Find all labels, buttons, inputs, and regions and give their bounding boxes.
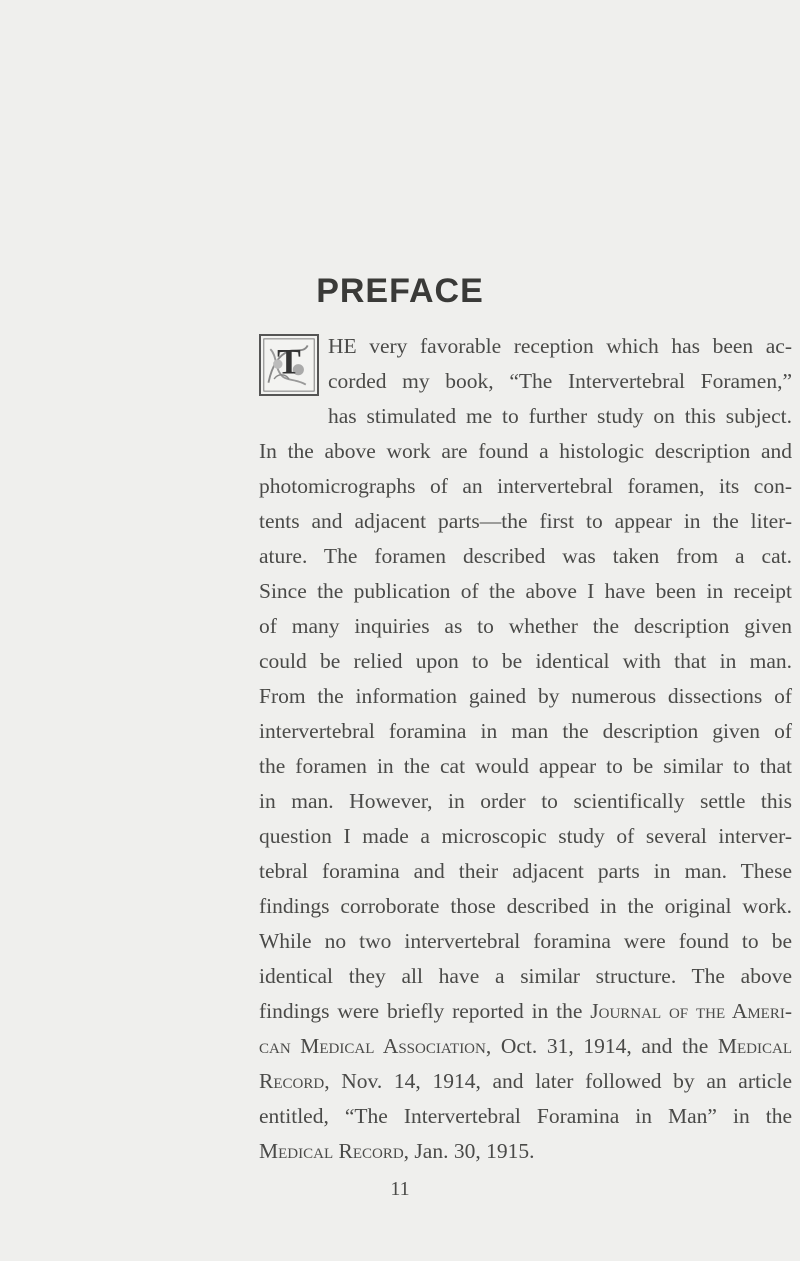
text-line: in man. However, in order to scientifically settle this <box>259 789 792 813</box>
text-line: identical they all have a similar structure. The above <box>259 964 792 988</box>
text-line: tents and adjacent parts—the first to appear in the liter- <box>259 509 792 533</box>
text-line: could be relied upon to be identical with that in man. <box>259 649 792 673</box>
text-line: photomicrographs of an intervertebral foramen, its con- <box>259 474 792 498</box>
journal-citation: Journal of the Ameri- <box>590 999 793 1023</box>
journal-citation: can Medical Association <box>259 1034 486 1058</box>
journal-citation: Record <box>259 1069 325 1093</box>
text-line <box>259 1032 792 1060</box>
text-line: From the information gained by numerous dissections of <box>259 684 792 708</box>
text-line: tebral foramina and their adjacent parts in man. These <box>259 859 792 883</box>
text-line: entitled, “The Intervertebral Foramina in Man” in the <box>259 1104 792 1128</box>
text-line: question I made a microscopic study of several interver- <box>259 824 792 848</box>
journal-citation: Medical Record <box>259 1139 404 1163</box>
text-line: ature. The foramen described was taken from a cat. <box>259 544 792 568</box>
text-line: findings corroborate those described in the original work. <box>259 894 792 918</box>
text-line: has stimulated me to further study on this subject. <box>328 404 792 428</box>
text-line: Since the publication of the above I have been in receipt <box>259 579 792 603</box>
journal-citation: Medical <box>717 1034 792 1058</box>
text-line <box>259 1137 792 1165</box>
text-line: While no two intervertebral foramina were found to be <box>259 929 792 953</box>
text-line: intervertebral foramina in man the description given of <box>259 719 792 743</box>
text-line <box>259 1067 792 1095</box>
text-line: In the above work are found a histologic description and <box>259 439 792 463</box>
text-line: the foramen in the cat would appear to be similar to that <box>259 754 792 778</box>
drop-cap-ornament-icon <box>261 336 317 394</box>
text-line: corded my book, “The Intervertebral Foramen,” <box>328 369 792 393</box>
text-line: of many inquiries as to whether the description given <box>259 614 792 638</box>
text-line: HE very favorable reception which has been ac- <box>328 334 792 358</box>
page-heading: PREFACE <box>316 272 484 310</box>
text-line <box>259 997 792 1025</box>
svg-text:T: T <box>277 341 301 382</box>
page-number: 11 <box>390 1178 410 1200</box>
ornamental-initial <box>259 334 319 396</box>
text-run: , Oct. 31, 1914, and the <box>485 1034 718 1058</box>
text-run: , Nov. 14, 1914, and later followed by an article <box>324 1069 792 1093</box>
text-run: findings were briefly reported in the <box>259 999 591 1023</box>
text-run: , Jan. 30, 1915. <box>403 1139 535 1163</box>
